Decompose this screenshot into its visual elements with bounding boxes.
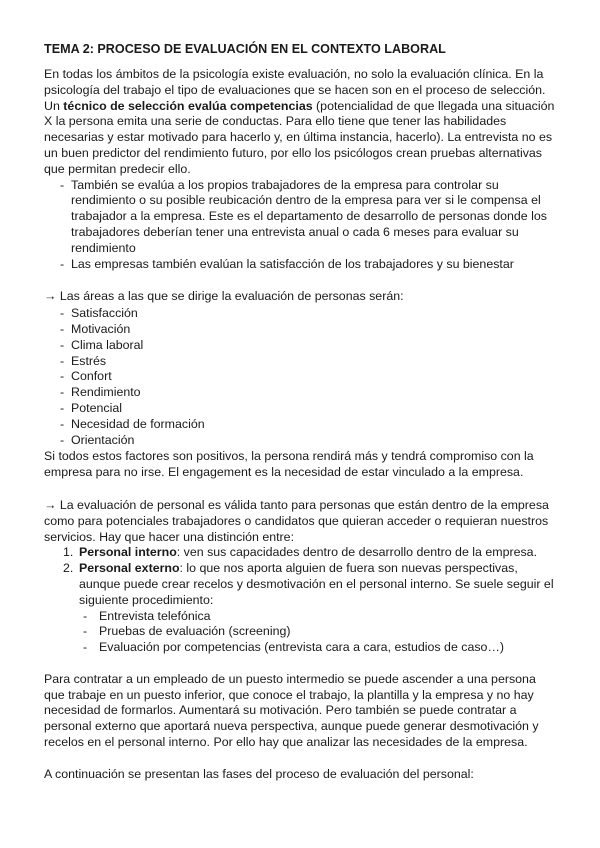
list-item: - Potencial [44,401,556,417]
list-item: - Confort [44,369,556,385]
list-item: - Pruebas de evaluación (screening) [44,624,556,640]
intro-bold-text: técnico de selección evalúa competencias [63,98,313,113]
list-item: - Estrés [44,354,556,370]
item-bold-label: Personal externo [79,561,180,576]
list-item: - Orientación [44,433,556,449]
item-number: 1. [63,545,74,560]
item-bold-label: Personal interno [79,545,177,560]
list-item: - Clima laboral [44,338,556,354]
list-item: - Motivación [44,322,556,338]
page-title: TEMA 2: PROCESO DE EVALUACIÓN EN EL CONTEXTO LABORAL [44,42,446,56]
phases-paragraph: A continuación se presentan las fases del proceso de evaluación del personal: [44,766,474,781]
intro-bullet-list [44,178,556,273]
distinction-list [44,545,556,608]
areas-heading: → Las áreas a las que se dirige la evaluación de personas serán: [44,289,404,304]
list-item: - Entrevista telefónica [44,609,556,625]
procedure-list [44,609,556,656]
intro-paragraph [44,67,556,178]
engagement-paragraph: Si todos estos factores son positivos, la persona rendirá más y tendrá compromiso con la empresa para no irse. El engagement es la necesidad de estar vinculado a la empresa. [44,449,534,480]
list-item: - También se evalúa a los propios trabajadores de la empresa para controlar su rendimiento o su posible reubicación dentro de la empresa para ver si le compensa el trabajador a la empresa. Este es el departamento de desarrollo de personas donde los trabajadores deberían tener una entrevista anual o cada 6 meses para evaluar su rendimiento [44,178,556,257]
hiring-paragraph: Para contratar a un empleado de un puesto intermedio se puede ascender a una persona que trabaje en un puesto inferior, que conoce el trabajo, la plantilla y la empresa y no hay necesidad de formarlos. Aumentará su motivación. Pero también se puede contratar a personal externo que aportará nueva perspectiva, aunque puede generar desmotivación y recelos en el personal interno. Por ello hay que analizar las necesidades de la empresa. [44,671,539,750]
list-item: - Las empresas también evalúan la satisfacción de los trabajadores y su bienestar [44,257,556,273]
item-text: : ven sus capacidades dentro de desarrollo dentro de la empresa. [176,545,538,560]
areas-list [44,306,556,448]
intro-text-start: En todas los ámbitos de la psicología existe evaluación, no solo la evaluación clínica. En la psicología del trabajo el tipo de evaluaciones que se hacen son en el proceso de selección. Un [44,67,546,113]
list-item [44,561,556,608]
item-text: : lo que nos aporta alguien de fuera son nuevas perspectivas, aunque puede crear recelos y desmotivación en el personal interno. Se suele seguir el siguiente procedimiento: [79,561,554,607]
validity-paragraph: → La evaluación de personal es válida tanto para personas que están dentro de la empresa como para potenciales trabajadores o candidatos que quieran acceder o requieran nuestros servicios. Hay que hacer una distinción entre: [44,497,549,544]
list-item: - Satisfacción [44,306,556,322]
item-number: 2. [63,561,74,576]
list-item: - Rendimiento [44,385,556,401]
list-item [44,545,556,561]
list-item: - Evaluación por competencias (entrevista cara a cara, estudios de caso…) [44,640,556,656]
list-item: - Necesidad de formación [44,417,556,433]
intro-text-end: (potencialidad de que llegada una situación X la persona emita una serie de conductas. Para ello tiene que tener las habilidades necesarias y estar motivado para hacerlo y, en última instancia, hacerlo). La entrevista no es un buen predictor del rendimiento futuro, por ello los psicólogos crean pruebas alternativas que permitan predecir ello. [44,98,555,176]
